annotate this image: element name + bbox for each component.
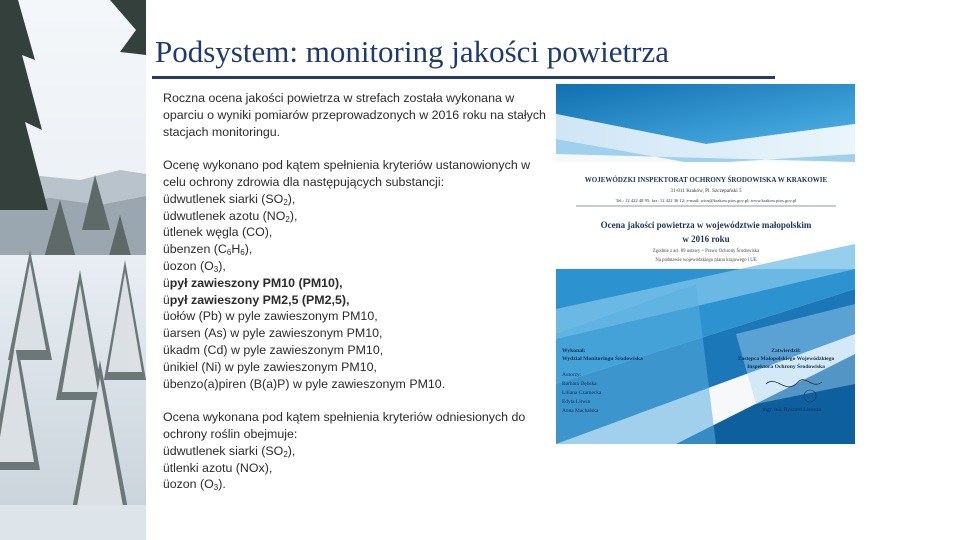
checkmark-icon: ü	[163, 258, 170, 273]
cover-address: 31-011 Kraków, Pl. Szczepański 5	[670, 188, 742, 194]
checkmark-icon: ü	[163, 460, 170, 475]
cover-institution: WOJEWÓDZKI INSPEKTORAT OCHRONY ŚRODOWISKA W KRAKOWIE	[584, 176, 828, 184]
cover-left-heading1: Wykonał:	[562, 348, 586, 354]
list-item: übenzo(a)piren (B(a)P) w pyle zawieszonym PM10.	[163, 376, 446, 391]
checkmark-icon: ü	[163, 242, 170, 257]
checkmark-icon: ü	[163, 477, 170, 492]
cover-author3: Edyta Litwin	[562, 399, 591, 405]
plants-intro: Ocena wykonana pod kątem spełnienia kryteriów odniesionych do ochrony roślin obejmuje:	[163, 410, 526, 441]
cover-right-heading3: Inspektora Ochrony Środowiska	[747, 364, 825, 370]
list-item: üozon $(O_3)$,	[163, 258, 226, 274]
cover-note2: Na podstawie wojewódzkiego planu krajowego i UE	[655, 258, 757, 263]
cover-title-line1: Ocena jakości powietrza w województwie małopolskim	[600, 220, 812, 230]
intro-paragraph: Roczna ocena jakości powietrza w strefach została wykonana w oparciu o wyniki pomiarów przeprowadzonych w 2016 roku na stałych stacjach monitoringu.	[163, 91, 546, 139]
checkmark-icon: ü	[163, 443, 170, 458]
winter-forest-photo	[0, 0, 146, 540]
list-item: üdwutlenek siarki $(SO_2)$,	[163, 191, 296, 207]
checkmark-icon: ü	[163, 376, 170, 391]
cover-right-heading2: Zastępca Małopolskiego Wojewódzkiego	[737, 356, 835, 362]
checkmark-icon: ü	[163, 191, 170, 206]
list-item: ütlenek węgla (CO),	[163, 225, 273, 240]
cover-signatory: mgr. inż. Ryszard Listwan	[762, 407, 822, 413]
slide-title: Podsystem: monitoring jakości powietrza	[155, 34, 670, 69]
list-item: üpył zawieszony PM2,5 (PM2,5),	[163, 292, 350, 307]
cover-note1: Zgodnie z art. 89 ustawy – Prawo Ochrony Środowiska	[652, 249, 760, 254]
title-underline	[152, 76, 775, 79]
checkmark-icon: ü	[163, 326, 170, 341]
list-item: ütlenki azotu (NOx),	[163, 460, 273, 475]
list-item: üozon $(O_3)$.	[163, 477, 226, 493]
checkmark-icon: ü	[163, 225, 170, 240]
cover-author2: Liliana Czarnecka	[562, 390, 602, 396]
list-item: üarsen (As) w pyle zawieszonym PM10,	[163, 326, 383, 341]
list-item: ünikiel (Ni) w pyle zawieszonym PM10,	[163, 359, 377, 374]
cover-title-line2: w 2016 roku	[682, 234, 730, 244]
checkmark-icon: ü	[163, 208, 170, 223]
cover-author1: Barbara Dębska	[562, 381, 597, 387]
list-item: üdwutlenek siarki $(SO_2)$,	[163, 443, 296, 459]
cover-right-heading1: Zatwierdził:	[771, 348, 801, 354]
cover-left-heading2: Wydział Monitoringu Środowiska	[562, 356, 643, 362]
cover-authors-label: Autorzy:	[562, 372, 582, 378]
list-item: üołów (Pb) w pyle zawieszonym PM10,	[163, 309, 378, 324]
list-item: ükadm (Cd) w pyle zawieszonym PM10,	[163, 342, 384, 357]
list-item: üdwutlenek azotu $(NO_2)$,	[163, 208, 298, 224]
list-item: übenzen $(C_6H_6)$,	[163, 242, 253, 258]
report-cover-image	[556, 84, 855, 444]
checkmark-icon: ü	[163, 292, 170, 307]
checkmark-icon: ü	[163, 342, 170, 357]
cover-contact: Tel.: 12 422 48 95; fax: 12 422 36 12; e-mail: wios@krakow.pios.gov.pl; www.krakow.pios.gov.pl	[615, 198, 797, 203]
checkmark-icon: ü	[163, 359, 170, 374]
checkmark-icon: ü	[163, 309, 170, 324]
health-intro: Ocenę wykonano pod kątem spełnienia kryteriów ustanowionych w celu ochrony zdrowia dla następujących substancji:	[163, 158, 531, 189]
list-item: üpył zawieszony PM10 (PM10),	[163, 275, 343, 290]
checkmark-icon: ü	[163, 275, 170, 290]
cover-author4: Anna Machalska	[562, 408, 599, 414]
body-text	[163, 90, 548, 493]
